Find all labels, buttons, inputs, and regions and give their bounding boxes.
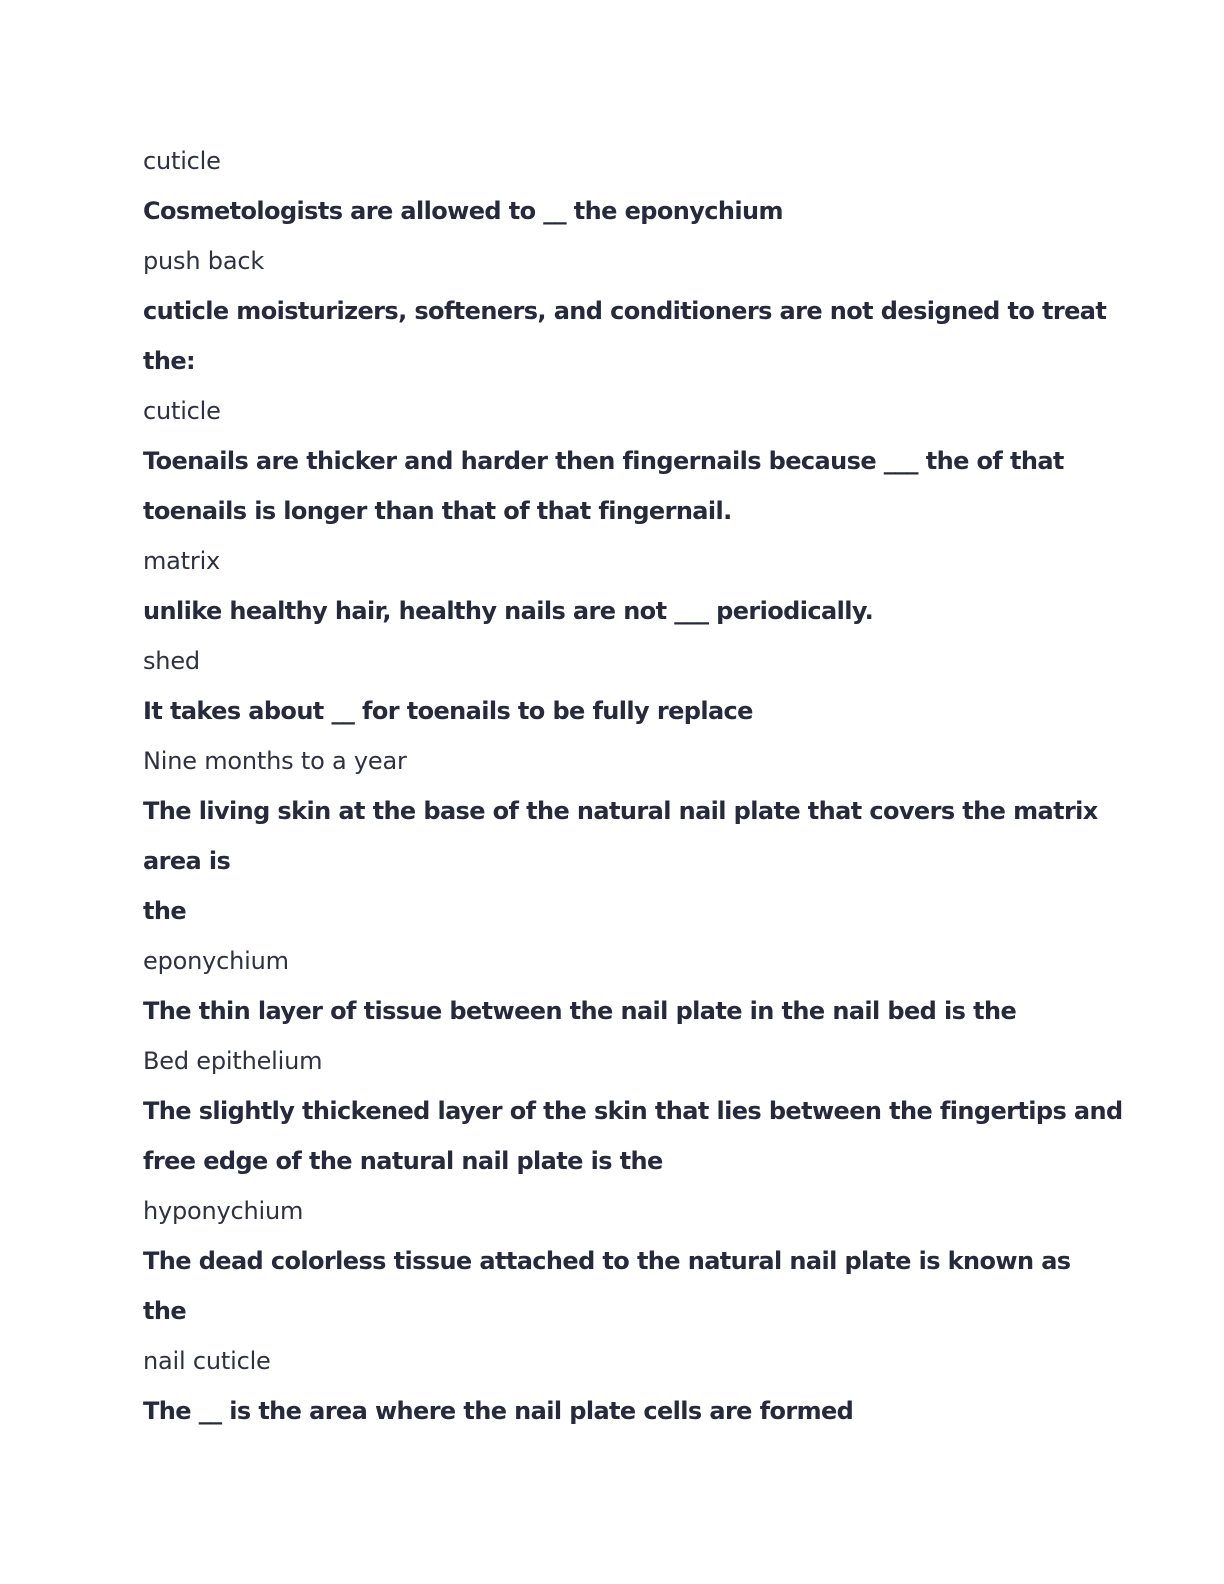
answer-line: shed bbox=[143, 647, 200, 675]
question-line: area is bbox=[143, 847, 231, 875]
question-line: It takes about __ for toenails to be fully replace bbox=[143, 697, 753, 725]
answer-line: nail cuticle bbox=[143, 1347, 271, 1375]
document-page bbox=[143, 136, 1123, 1436]
question-line: toenails is longer than that of that fingernail. bbox=[143, 497, 732, 525]
question-line: Cosmetologists are allowed to __ the eponychium bbox=[143, 197, 783, 225]
answer-line: Nine months to a year bbox=[143, 747, 407, 775]
question-line: cuticle moisturizers, softeners, and conditioners are not designed to treat bbox=[143, 297, 1107, 325]
answer-line: cuticle bbox=[143, 147, 221, 175]
question-line: the bbox=[143, 1297, 187, 1325]
answer-line: Bed epithelium bbox=[143, 1047, 323, 1075]
question-line: free edge of the natural nail plate is the bbox=[143, 1147, 663, 1175]
question-line: the bbox=[143, 897, 187, 925]
question-line: The slightly thickened layer of the skin that lies between the fingertips and bbox=[143, 1097, 1123, 1125]
answer-line: matrix bbox=[143, 547, 221, 575]
question-line: The living skin at the base of the natural nail plate that covers the matrix bbox=[143, 797, 1098, 825]
question-line: Toenails are thicker and harder then fingernails because ___ the of that bbox=[143, 447, 1064, 475]
answer-line: cuticle bbox=[143, 397, 221, 425]
answer-line: push back bbox=[143, 247, 265, 275]
answer-line: hyponychium bbox=[143, 1197, 304, 1225]
question-line: unlike healthy hair, healthy nails are not ___ periodically. bbox=[143, 597, 874, 625]
question-line: The thin layer of tissue between the nail plate in the nail bed is the bbox=[143, 997, 1017, 1025]
question-line: The __ is the area where the nail plate cells are formed bbox=[143, 1397, 854, 1425]
question-line: The dead colorless tissue attached to the natural nail plate is known as bbox=[143, 1247, 1071, 1275]
answer-line: eponychium bbox=[143, 947, 289, 975]
question-line: the: bbox=[143, 347, 196, 375]
